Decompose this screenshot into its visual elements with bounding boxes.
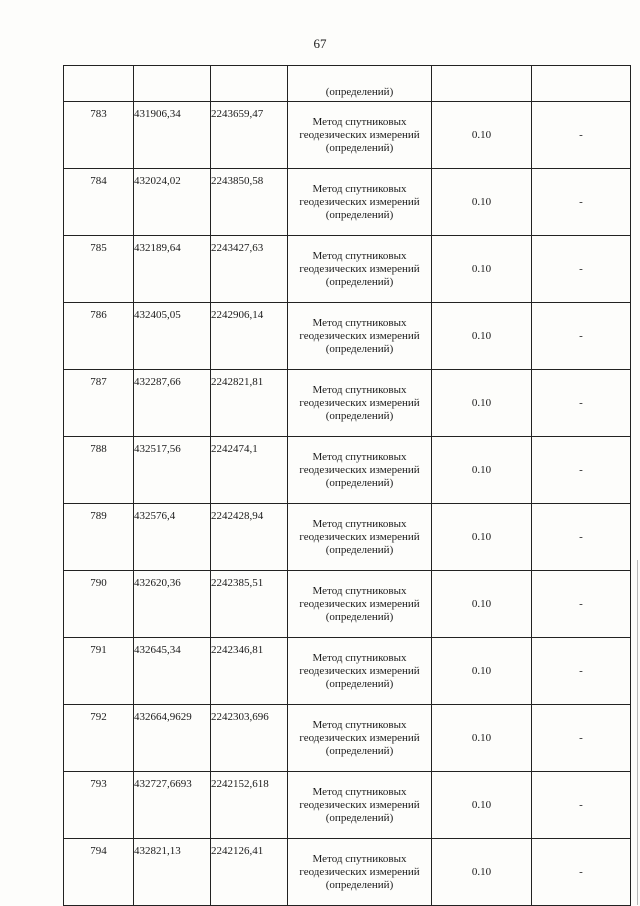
- y-coordinate-cell: 2242385,51: [211, 571, 288, 638]
- x-coordinate-cell: 432189,64: [134, 236, 211, 303]
- table-row: [64, 370, 631, 437]
- description-cell: -: [532, 236, 631, 303]
- accuracy-cell: 0.10: [432, 236, 532, 303]
- point-number-cell: 787: [64, 370, 134, 437]
- method-cell: Метод спутниковых геодезических измерений (определений): [288, 169, 432, 236]
- y-coordinate-cell: 2243427,63: [211, 236, 288, 303]
- description-cell: -: [532, 772, 631, 839]
- description-cell: -: [532, 169, 631, 236]
- method-cell: Метод спутниковых геодезических измерений (определений): [288, 303, 432, 370]
- x-coordinate-cell: 431906,34: [134, 102, 211, 169]
- method-cell: Метод спутниковых геодезических измерений (определений): [288, 437, 432, 504]
- accuracy-cell: 0.10: [432, 705, 532, 772]
- x-coordinate-cell: 432664,9629: [134, 705, 211, 772]
- accuracy-cell: 0.10: [432, 303, 532, 370]
- y-coordinate-cell: 2243659,47: [211, 102, 288, 169]
- continuation-cell-accuracy: [432, 66, 532, 102]
- continuation-row: [64, 66, 631, 102]
- continuation-cell-description: [532, 66, 631, 102]
- table-row: [64, 303, 631, 370]
- point-number-cell: 793: [64, 772, 134, 839]
- method-cell: Метод спутниковых геодезических измерений (определений): [288, 571, 432, 638]
- y-coordinate-cell: 2242303,696: [211, 705, 288, 772]
- y-coordinate-cell: 2242126,41: [211, 839, 288, 906]
- method-cell: Метод спутниковых геодезических измерений (определений): [288, 236, 432, 303]
- table-row: [64, 236, 631, 303]
- accuracy-cell: 0.10: [432, 571, 532, 638]
- point-number-cell: 789: [64, 504, 134, 571]
- accuracy-cell: 0.10: [432, 772, 532, 839]
- continuation-cell-x: [134, 66, 211, 102]
- accuracy-cell: 0.10: [432, 839, 532, 906]
- x-coordinate-cell: 432024,02: [134, 169, 211, 236]
- y-coordinate-cell: 2242906,14: [211, 303, 288, 370]
- y-coordinate-cell: 2243850,58: [211, 169, 288, 236]
- table-row: [64, 772, 631, 839]
- x-coordinate-cell: 432287,66: [134, 370, 211, 437]
- point-number-cell: 792: [64, 705, 134, 772]
- table-row: [64, 705, 631, 772]
- x-coordinate-cell: 432821,13: [134, 839, 211, 906]
- method-cell: Метод спутниковых геодезических измерений (определений): [288, 638, 432, 705]
- point-number-cell: 786: [64, 303, 134, 370]
- page-number: 67: [313, 36, 327, 51]
- method-cell: Метод спутниковых геодезических измерений (определений): [288, 102, 432, 169]
- accuracy-cell: 0.10: [432, 370, 532, 437]
- description-cell: -: [532, 102, 631, 169]
- continuation-cell-num: [64, 66, 134, 102]
- table-row: [64, 169, 631, 236]
- point-number-cell: 794: [64, 839, 134, 906]
- description-cell: -: [532, 504, 631, 571]
- description-cell: -: [532, 370, 631, 437]
- method-cell: Метод спутниковых геодезических измерений (определений): [288, 370, 432, 437]
- y-coordinate-cell: 2242821,81: [211, 370, 288, 437]
- accuracy-cell: 0.10: [432, 437, 532, 504]
- x-coordinate-cell: 432645,34: [134, 638, 211, 705]
- table-row: [64, 437, 631, 504]
- continuation-cell-method: (определений): [288, 66, 432, 102]
- description-cell: -: [532, 638, 631, 705]
- x-coordinate-cell: 432620,36: [134, 571, 211, 638]
- point-number-cell: 790: [64, 571, 134, 638]
- description-cell: -: [532, 437, 631, 504]
- description-cell: -: [532, 705, 631, 772]
- accuracy-cell: 0.10: [432, 102, 532, 169]
- table-row: [64, 102, 631, 169]
- accuracy-cell: 0.10: [432, 504, 532, 571]
- x-coordinate-cell: 432576,4: [134, 504, 211, 571]
- y-coordinate-cell: 2242474,1: [211, 437, 288, 504]
- accuracy-cell: 0.10: [432, 638, 532, 705]
- x-coordinate-cell: 432727,6693: [134, 772, 211, 839]
- table-row: [64, 839, 631, 906]
- x-coordinate-cell: 432517,56: [134, 437, 211, 504]
- description-cell: -: [532, 839, 631, 906]
- point-number-cell: 783: [64, 102, 134, 169]
- table-row: [64, 638, 631, 705]
- y-coordinate-cell: 2242428,94: [211, 504, 288, 571]
- table-row: [64, 504, 631, 571]
- coordinates-table: [63, 65, 631, 906]
- method-cell: Метод спутниковых геодезических измерений (определений): [288, 705, 432, 772]
- point-number-cell: 788: [64, 437, 134, 504]
- method-cell: Метод спутниковых геодезических измерений (определений): [288, 839, 432, 906]
- description-cell: -: [532, 571, 631, 638]
- point-number-cell: 784: [64, 169, 134, 236]
- method-cell: Метод спутниковых геодезических измерений (определений): [288, 772, 432, 839]
- method-cell: Метод спутниковых геодезических измерений (определений): [288, 504, 432, 571]
- point-number-cell: 791: [64, 638, 134, 705]
- scan-edge-line: [637, 560, 638, 905]
- table-row: [64, 571, 631, 638]
- continuation-cell-y: [211, 66, 288, 102]
- y-coordinate-cell: 2242346,81: [211, 638, 288, 705]
- y-coordinate-cell: 2242152,618: [211, 772, 288, 839]
- accuracy-cell: 0.10: [432, 169, 532, 236]
- point-number-cell: 785: [64, 236, 134, 303]
- description-cell: -: [532, 303, 631, 370]
- x-coordinate-cell: 432405,05: [134, 303, 211, 370]
